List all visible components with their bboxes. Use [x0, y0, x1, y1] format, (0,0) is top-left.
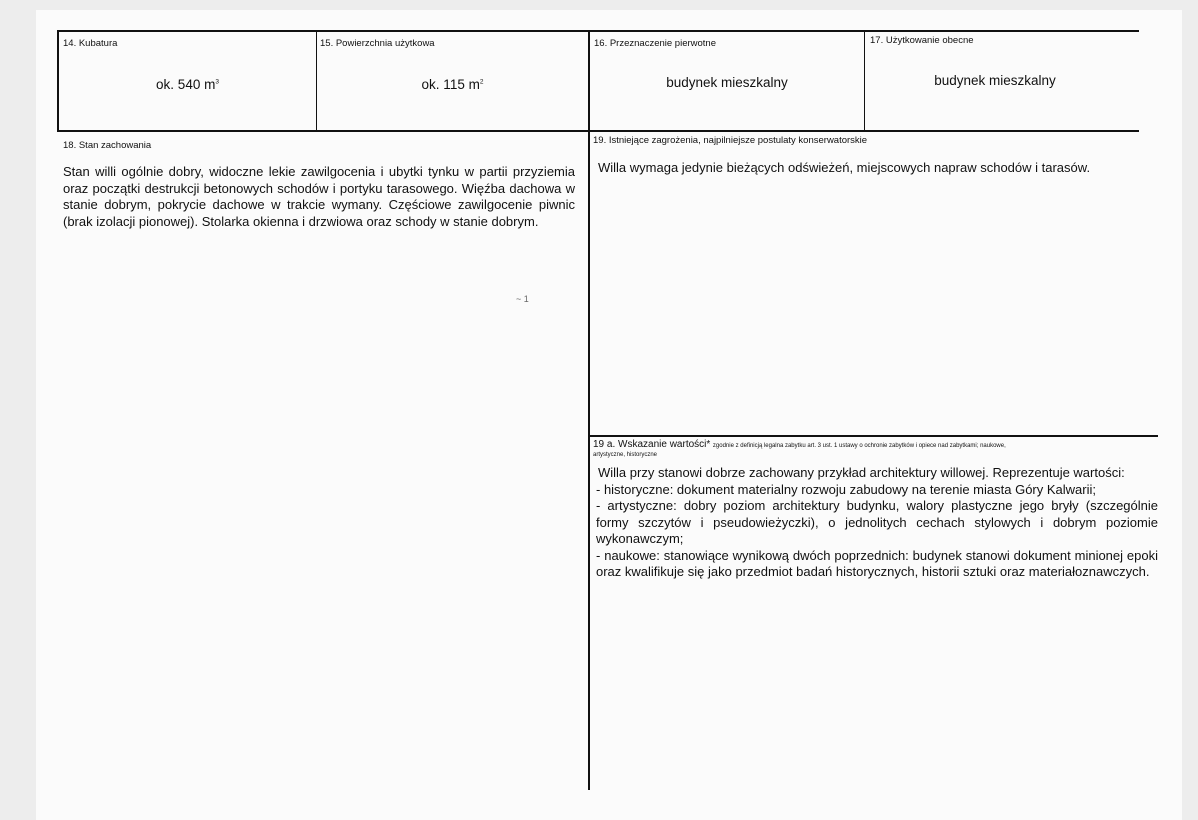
field-17-value: budynek mieszkalny — [934, 73, 1056, 88]
section-19a-note-2: artystyczne, historyczne — [593, 452, 658, 458]
stray-mark: ~ 1 — [516, 294, 529, 304]
section-19a-intro: Willa przy stanowi dobrze zachowany przykład architektury willowej. Reprezentuje wartości: — [598, 465, 1125, 480]
section-19a-text — [596, 465, 1158, 581]
field-14-label: 14. Kubatura — [63, 38, 118, 49]
section19a-top-border — [588, 435, 1158, 437]
field-15-value: ok. 115 $m^2$ — [421, 77, 484, 92]
value-artystyczne: - artystyczne: dobry poziom architektury budynku, walory plastyczne jego bryły (szczególnie formy szczytów i pseudowieżyczki), o jednolitych cechach stylowych i dobrym poziomie wykonawczym; — [596, 498, 1158, 546]
row1-bottom-border — [57, 130, 1139, 132]
field-16-value: budynek mieszkalny — [666, 75, 788, 90]
document-page — [36, 10, 1182, 820]
section-19a-title: 19 a. Wskazanie wartości* — [593, 439, 711, 450]
value-historyczne: - historyczne: dokument materialny rozwoju zabudowy na terenie miasta Góry Kalwarii; — [596, 481, 1096, 497]
field-17-label: 17. Użytkowanie obecne — [870, 35, 974, 46]
section-18-label: 18. Stan zachowania — [63, 140, 152, 151]
section-18-text: Stan willi ogólnie dobry, widoczne lekie zawilgocenia i ubytki tynku w partii przyziemia oraz początki destrukcji betonowych schodów i portyku tarasowego. Więźba dachowa w stanie dobrym, pokrycie dachowe w trakcie wymany. Częściowe zawilgocenie piwnic (brak izolacji pionowej). Stolarka okienna i drzwiowa oraz schody w stanie dobrym. — [63, 164, 575, 229]
section-19-label: 19. Istniejące zagrożenia, najpilniejsze postulaty konserwatorskie — [593, 135, 868, 146]
field-15-label: 15. Powierzchnia użytkowa — [320, 38, 435, 49]
section-19a-note: zgodnie z definicją legalna zabytku art. 3 ust. 1 ustawy o ochronie zabytków i opiece nad zabytkami; naukowe, — [712, 443, 1006, 449]
field-14-value: ok. 540 $m^3$ — [156, 77, 219, 92]
center-divider — [588, 30, 590, 790]
top-border — [57, 30, 1139, 32]
value-naukowe: - naukowe: stanowiące wynikową dwóch poprzednich: budynek stanowi dokument minionej epoki oraz kwalifikuje się jako przedmiot badań historycznych, historii sztuki oraz materiałoznawczych. — [596, 547, 1158, 579]
field-16-label: 16. Przeznaczenie pierwotne — [594, 38, 716, 49]
section-19-text: Willa wymaga jedynie bieżących odświeżeń, miejscowych napraw schodów i tarasów. — [598, 160, 1091, 175]
